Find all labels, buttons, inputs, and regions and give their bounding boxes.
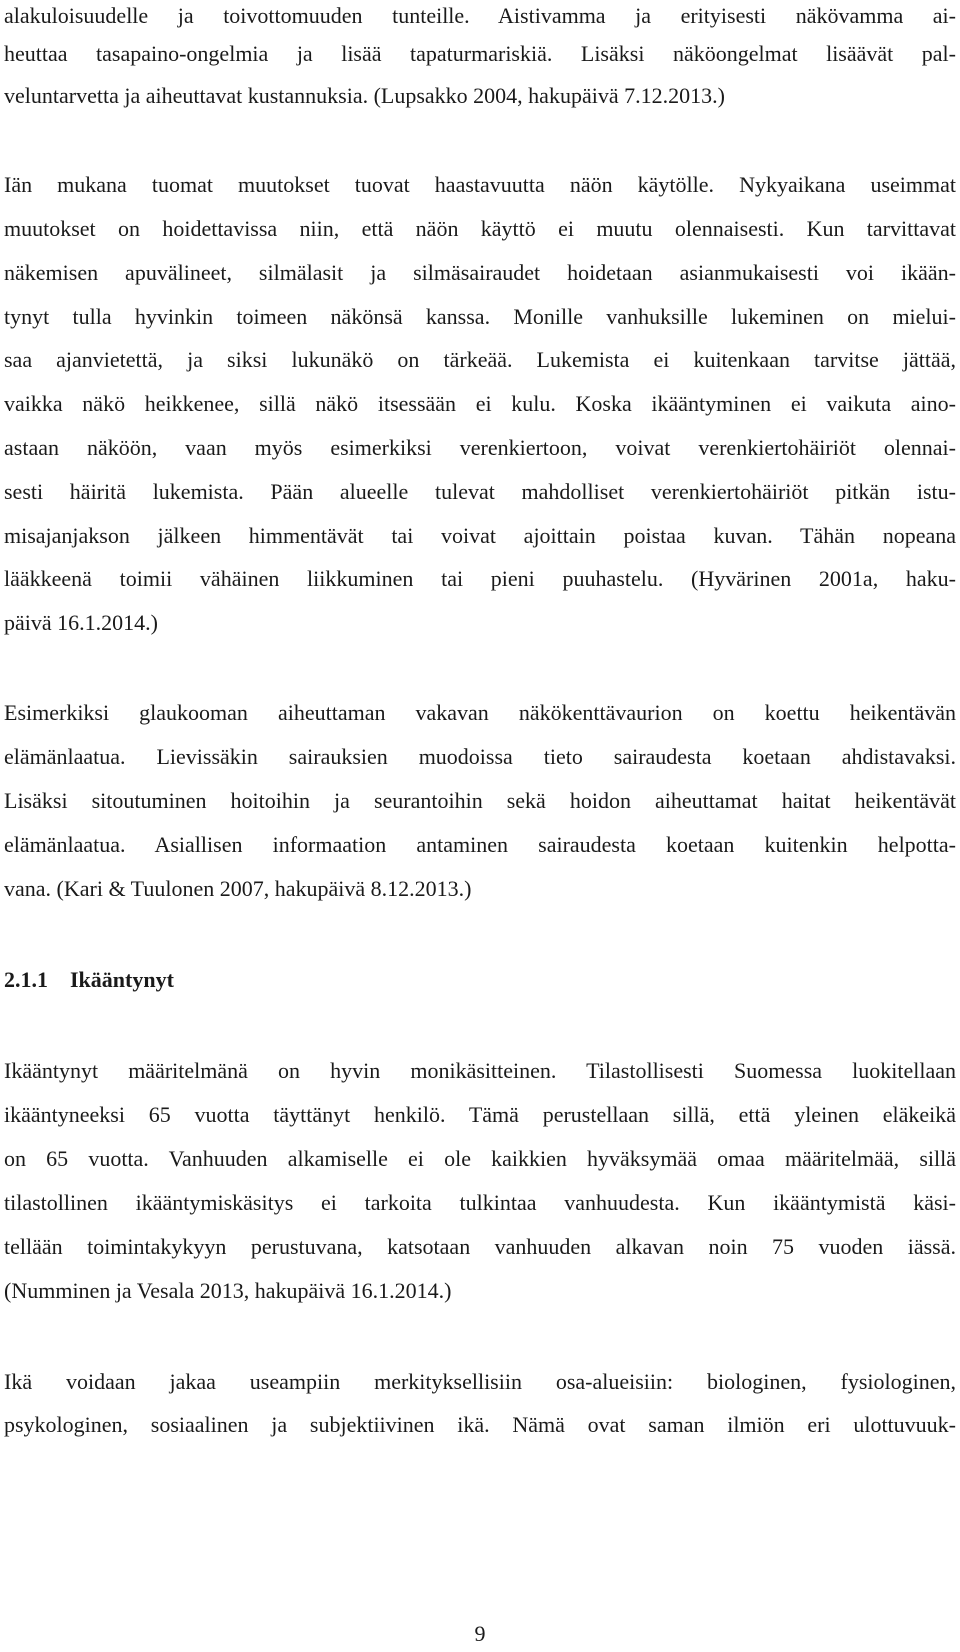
text-line: veluntarvetta ja aiheuttavat kustannuksia. (Lupsakko 2004, hakupäivä 7.12.2013.)	[4, 83, 725, 108]
text-line: tellään toimintakykyyn perustuvana, katsotaan vanhuuden alkavan noin 75 vuoden iässä.	[4, 1234, 956, 1259]
page-number: 9	[474, 1621, 486, 1646]
text-line: alakuloisuudelle ja toivottomuuden tunteille. Aistivamma ja erityisesti näkövamma ai-	[4, 3, 956, 28]
text-line: Ikä voidaan jakaa useampiin merkityksellisiin osa-alueisiin: biologinen, fysiologinen,	[4, 1369, 956, 1394]
text-line: saa ajanvietettä, ja siksi lukunäkö on tärkeää. Lukemista ei kuitenkaan tarvitse jättää,	[4, 347, 956, 372]
text-line: misajanjakson jälkeen himmentävät tai voivat ajoittain poistaa kuvan. Tähän nopeana	[4, 523, 956, 548]
text-line: lääkkeenä toimii vähäinen liikkuminen tai pieni puuhastelu. (Hyvärinen 2001a, haku-	[4, 566, 956, 591]
text-line: heuttaa tasapaino-ongelmia ja lisää tapaturmariskiä. Lisäksi näköongelmat lisäävät pal-	[4, 41, 956, 66]
text-line: näkemisen apuvälineet, silmälasit ja silmäsairaudet hoidetaan asianmukaisesti voi ikään-	[4, 260, 956, 285]
text-line: Esimerkiksi glaukooman aiheuttaman vakavan näkökenttävaurion on koettu heikentävän	[4, 700, 956, 725]
text-line: sesti häiritä lukemista. Pään alueelle tulevat mahdolliset verenkiertohäiriöt pitkän istu-	[4, 479, 956, 504]
text-line: tynyt tulla hyvinkin toimeen näkönsä kanssa. Monille vanhuksille lukeminen on mielui-	[4, 304, 956, 329]
text-line: muutokset on hoidettavissa niin, että näön käyttö ei muutu olennaisesti. Kun tarvittavat	[4, 216, 956, 241]
text-line: astaan näköön, vaan myös esimerkiksi verenkiertoon, voivat verenkiertohäiriöt olennai-	[4, 435, 956, 460]
text-line: vana. (Kari & Tuulonen 2007, hakupäivä 8.12.2013.)	[4, 876, 472, 901]
text-line: Lisäksi sitoutuminen hoitoihin ja seurantoihin sekä hoidon aiheuttamat haitat heikentävät	[4, 788, 956, 813]
text-line: Ikääntynyt määritelmänä on hyvin monikäsitteinen. Tilastollisesti Suomessa luokitellaan	[4, 1058, 956, 1083]
text-line: tilastollinen ikääntymiskäsitys ei tarkoita tulkintaa vanhuudesta. Kun ikääntymistä käsi-	[4, 1190, 956, 1215]
text-line: on 65 vuotta. Vanhuuden alkamiselle ei ole kaikkien hyväksymää omaa määritelmää, sillä	[4, 1146, 956, 1171]
text-line: psykologinen, sosiaalinen ja subjektiivinen ikä. Nämä ovat saman ilmiön eri ulottuvuuk-	[4, 1412, 956, 1437]
text-line: elämänlaatua. Lievissäkin sairauksien muodoissa tieto sairaudesta koetaan ahdistavaksi.	[4, 744, 956, 769]
text-line: elämänlaatua. Asiallisen informaation antaminen sairaudesta koetaan kuitenkin helpotta-	[4, 832, 956, 857]
section-heading	[4, 957, 956, 1003]
text-line: vaikka näkö heikkenee, sillä näkö itsessään ei kulu. Koska ikääntyminen ei vaikuta aino-	[4, 391, 956, 416]
section-title: Ikääntynyt	[70, 967, 174, 992]
text-line: päivä 16.1.2014.)	[4, 610, 158, 635]
section-number: 2.1.1	[4, 967, 48, 992]
text-line: Iän mukana tuomat muutokset tuovat haastavuutta näön käytölle. Nykyaikana useimmat	[4, 172, 956, 197]
text-line: ikääntyneeksi 65 vuotta täyttänyt henkilö. Tämä perustellaan sillä, että yleinen eläkeikä	[4, 1102, 956, 1127]
text-line: (Numminen ja Vesala 2013, hakupäivä 16.1.2014.)	[4, 1278, 452, 1303]
